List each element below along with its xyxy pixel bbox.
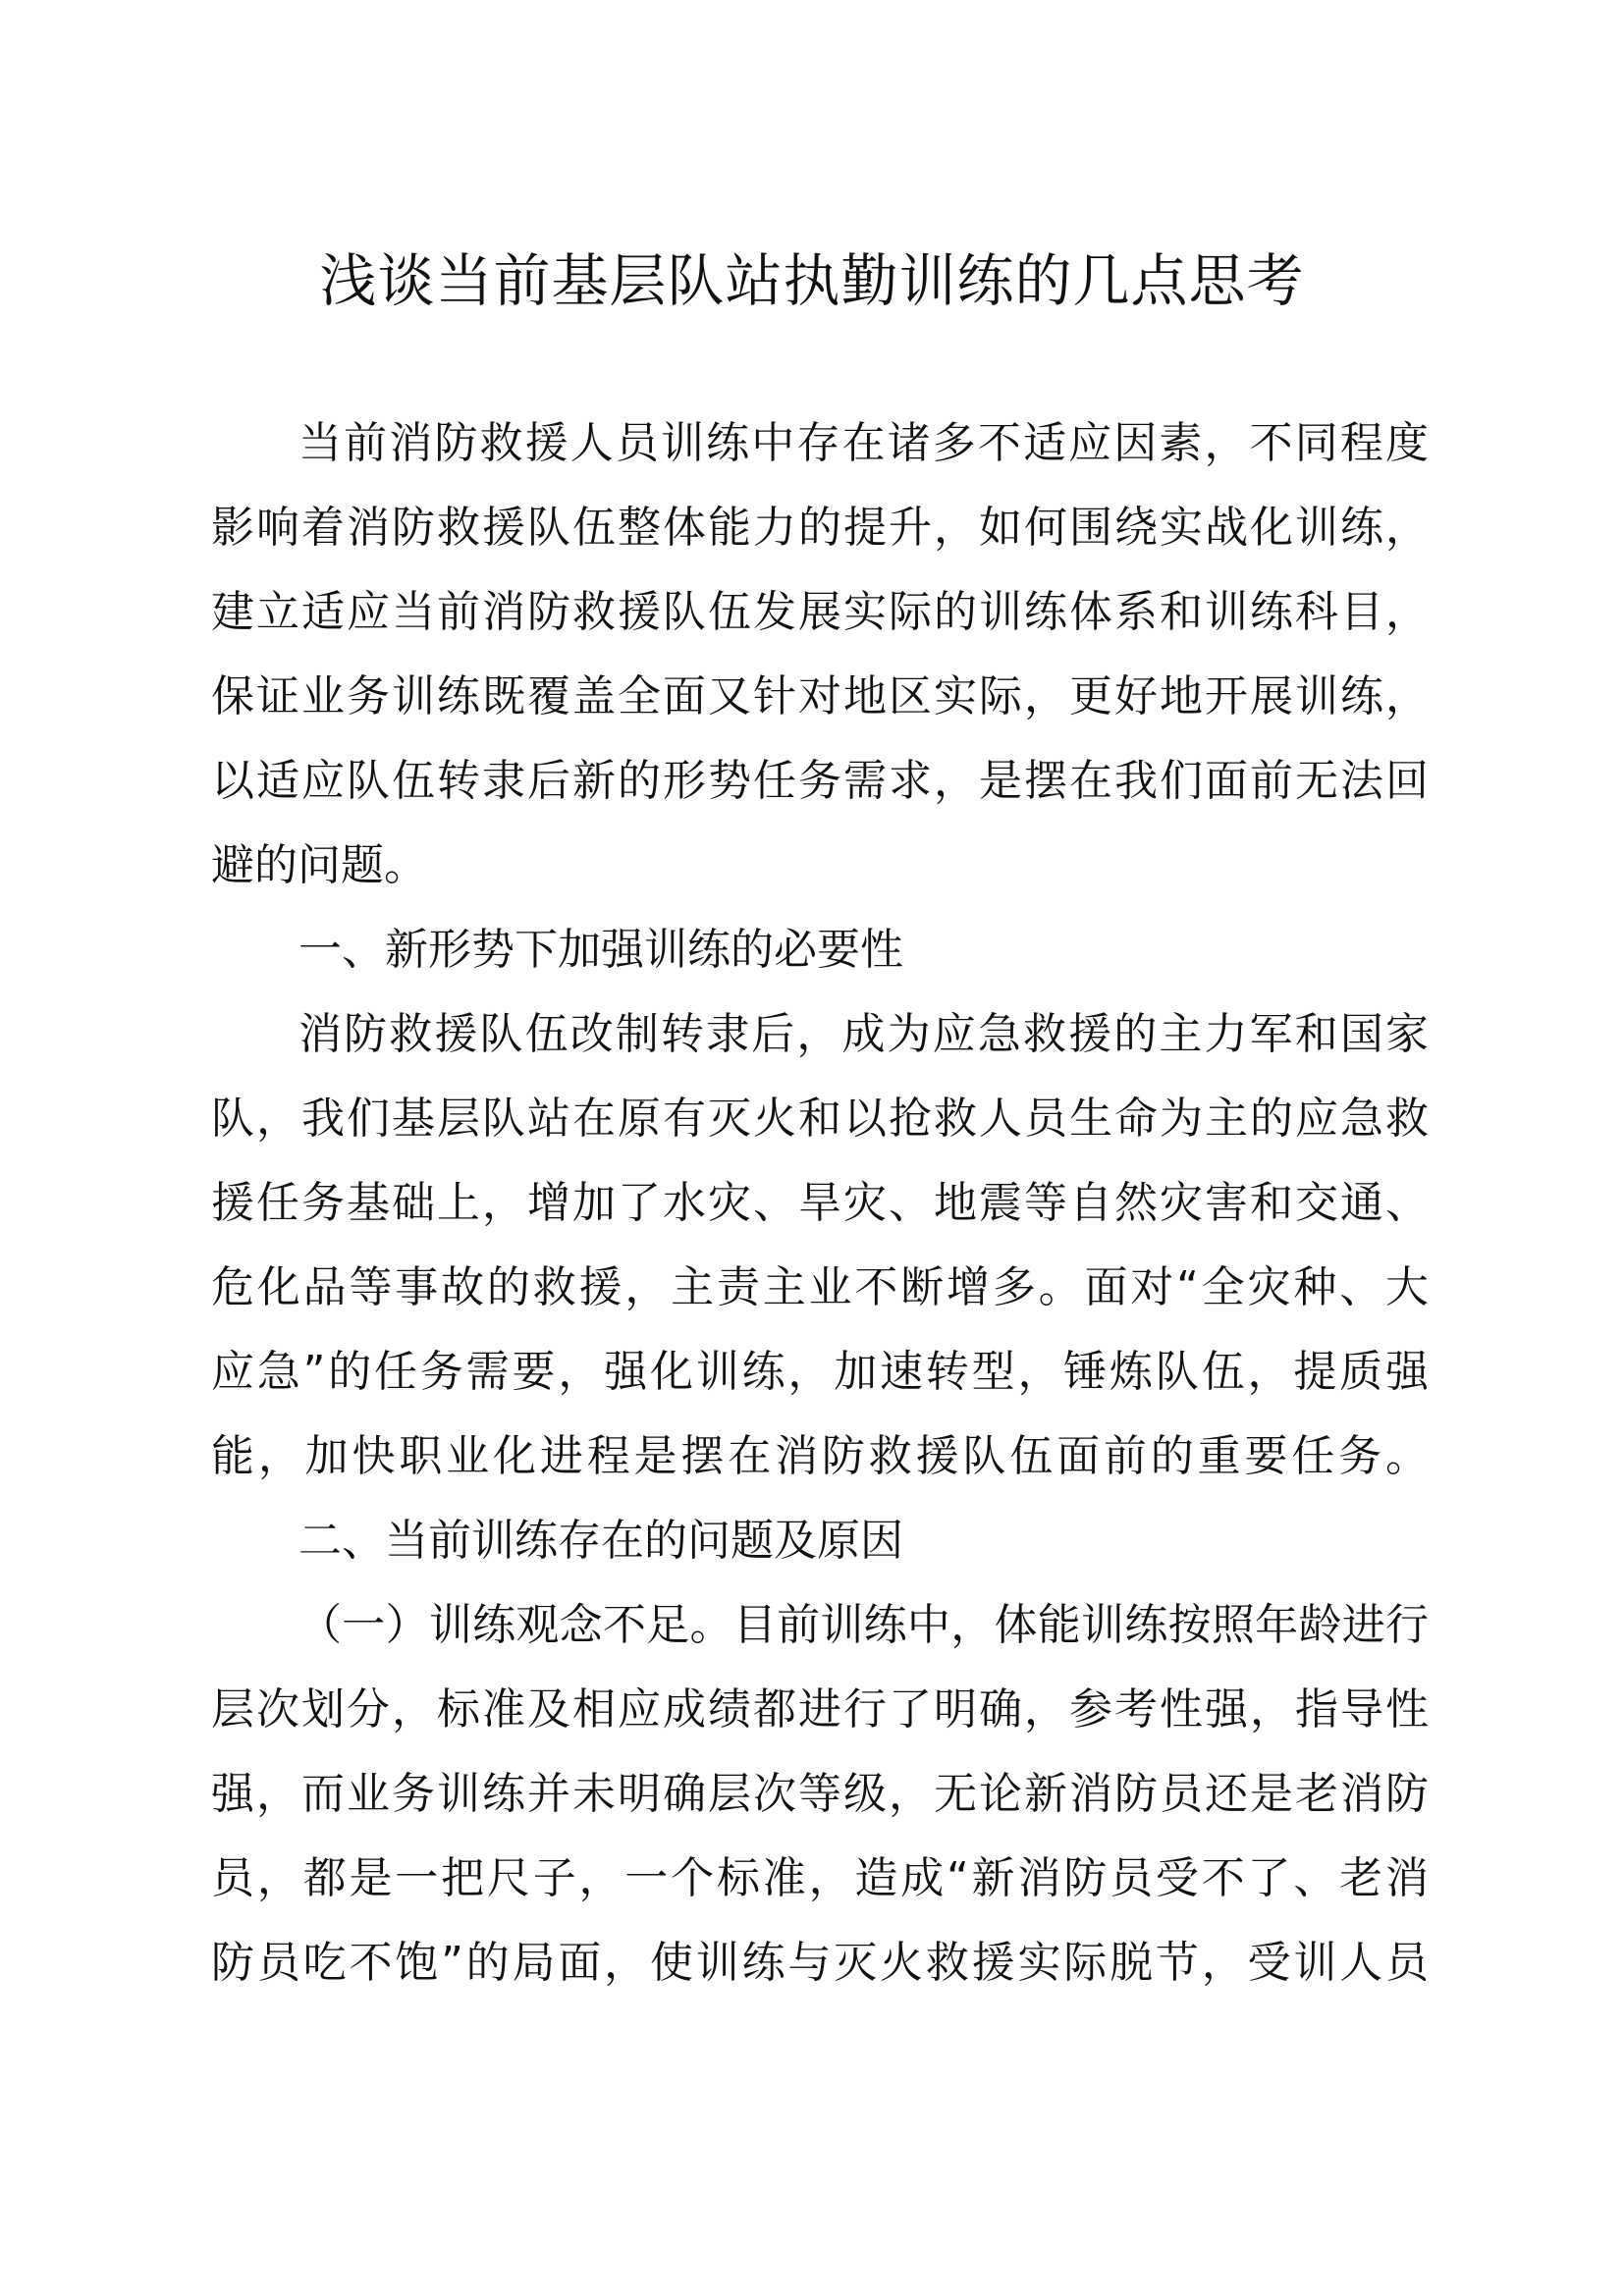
paragraph-line: 影响着消防救援队伍整体能力的提升，如何围绕实战化训练，: [211, 503, 1429, 553]
paragraph-line: 建立适应当前消防救援队伍发展实际的训练体系和训练科目，: [211, 587, 1429, 637]
paragraph-line: 保证业务训练既覆盖全面又针对地区实际，更好地开展训练，: [211, 671, 1429, 721]
section-heading: 二、当前训练存在的问题及原因: [298, 1516, 903, 1566]
paragraph-line: 层次划分，标准及相应成绩都进行了明确，参考性强，指导性: [211, 1684, 1429, 1735]
document-title: 浅谈当前基层队站执勤训练的几点思考: [319, 247, 1305, 314]
paragraph-line: 援任务基础上，增加了水灾、旱灾、地震等自然灾害和交通、: [211, 1178, 1429, 1228]
paragraph-line: 危化品等事故的救援，主责主业不断增多。面对“全灾种、大: [211, 1262, 1429, 1312]
paragraph-line: 强，而业务训练并未明确层次等级，无论新消防员还是老消防: [211, 1769, 1429, 1819]
paragraph-line: 避的问题。: [211, 840, 427, 890]
paragraph-line: 能，加快职业化进程是摆在消防救援队伍面前的重要任务。: [211, 1431, 1429, 1481]
paragraph-line: 防员吃不饱”的局面，使训练与灭火救援实际脱节，受训人员: [211, 1938, 1429, 1988]
paragraph-line: 员，都是一把尺子，一个标准，造成“新消防员受不了、老消: [211, 1853, 1429, 1903]
paragraph-line: 消防救援队伍改制转隶后，成为应急救援的主力军和国家: [298, 1009, 1429, 1059]
paragraph-line: 队，我们基层队站在原有灭火和以抢救人员生命为主的应急救: [211, 1094, 1429, 1144]
paragraph-line: （一）训练观念不足。目前训练中，体能训练按照年龄进行: [298, 1600, 1429, 1650]
paragraph-line: 应急”的任务需要，强化训练，加速转型，锤炼队伍，提质强: [211, 1347, 1429, 1397]
paragraph-line: 以适应队伍转隶后新的形势任务需求，是摆在我们面前无法回: [211, 756, 1429, 806]
paragraph-line: 当前消防救援人员训练中存在诸多不适应因素，不同程度: [298, 418, 1429, 468]
section-heading: 一、新形势下加强训练的必要性: [298, 925, 903, 975]
